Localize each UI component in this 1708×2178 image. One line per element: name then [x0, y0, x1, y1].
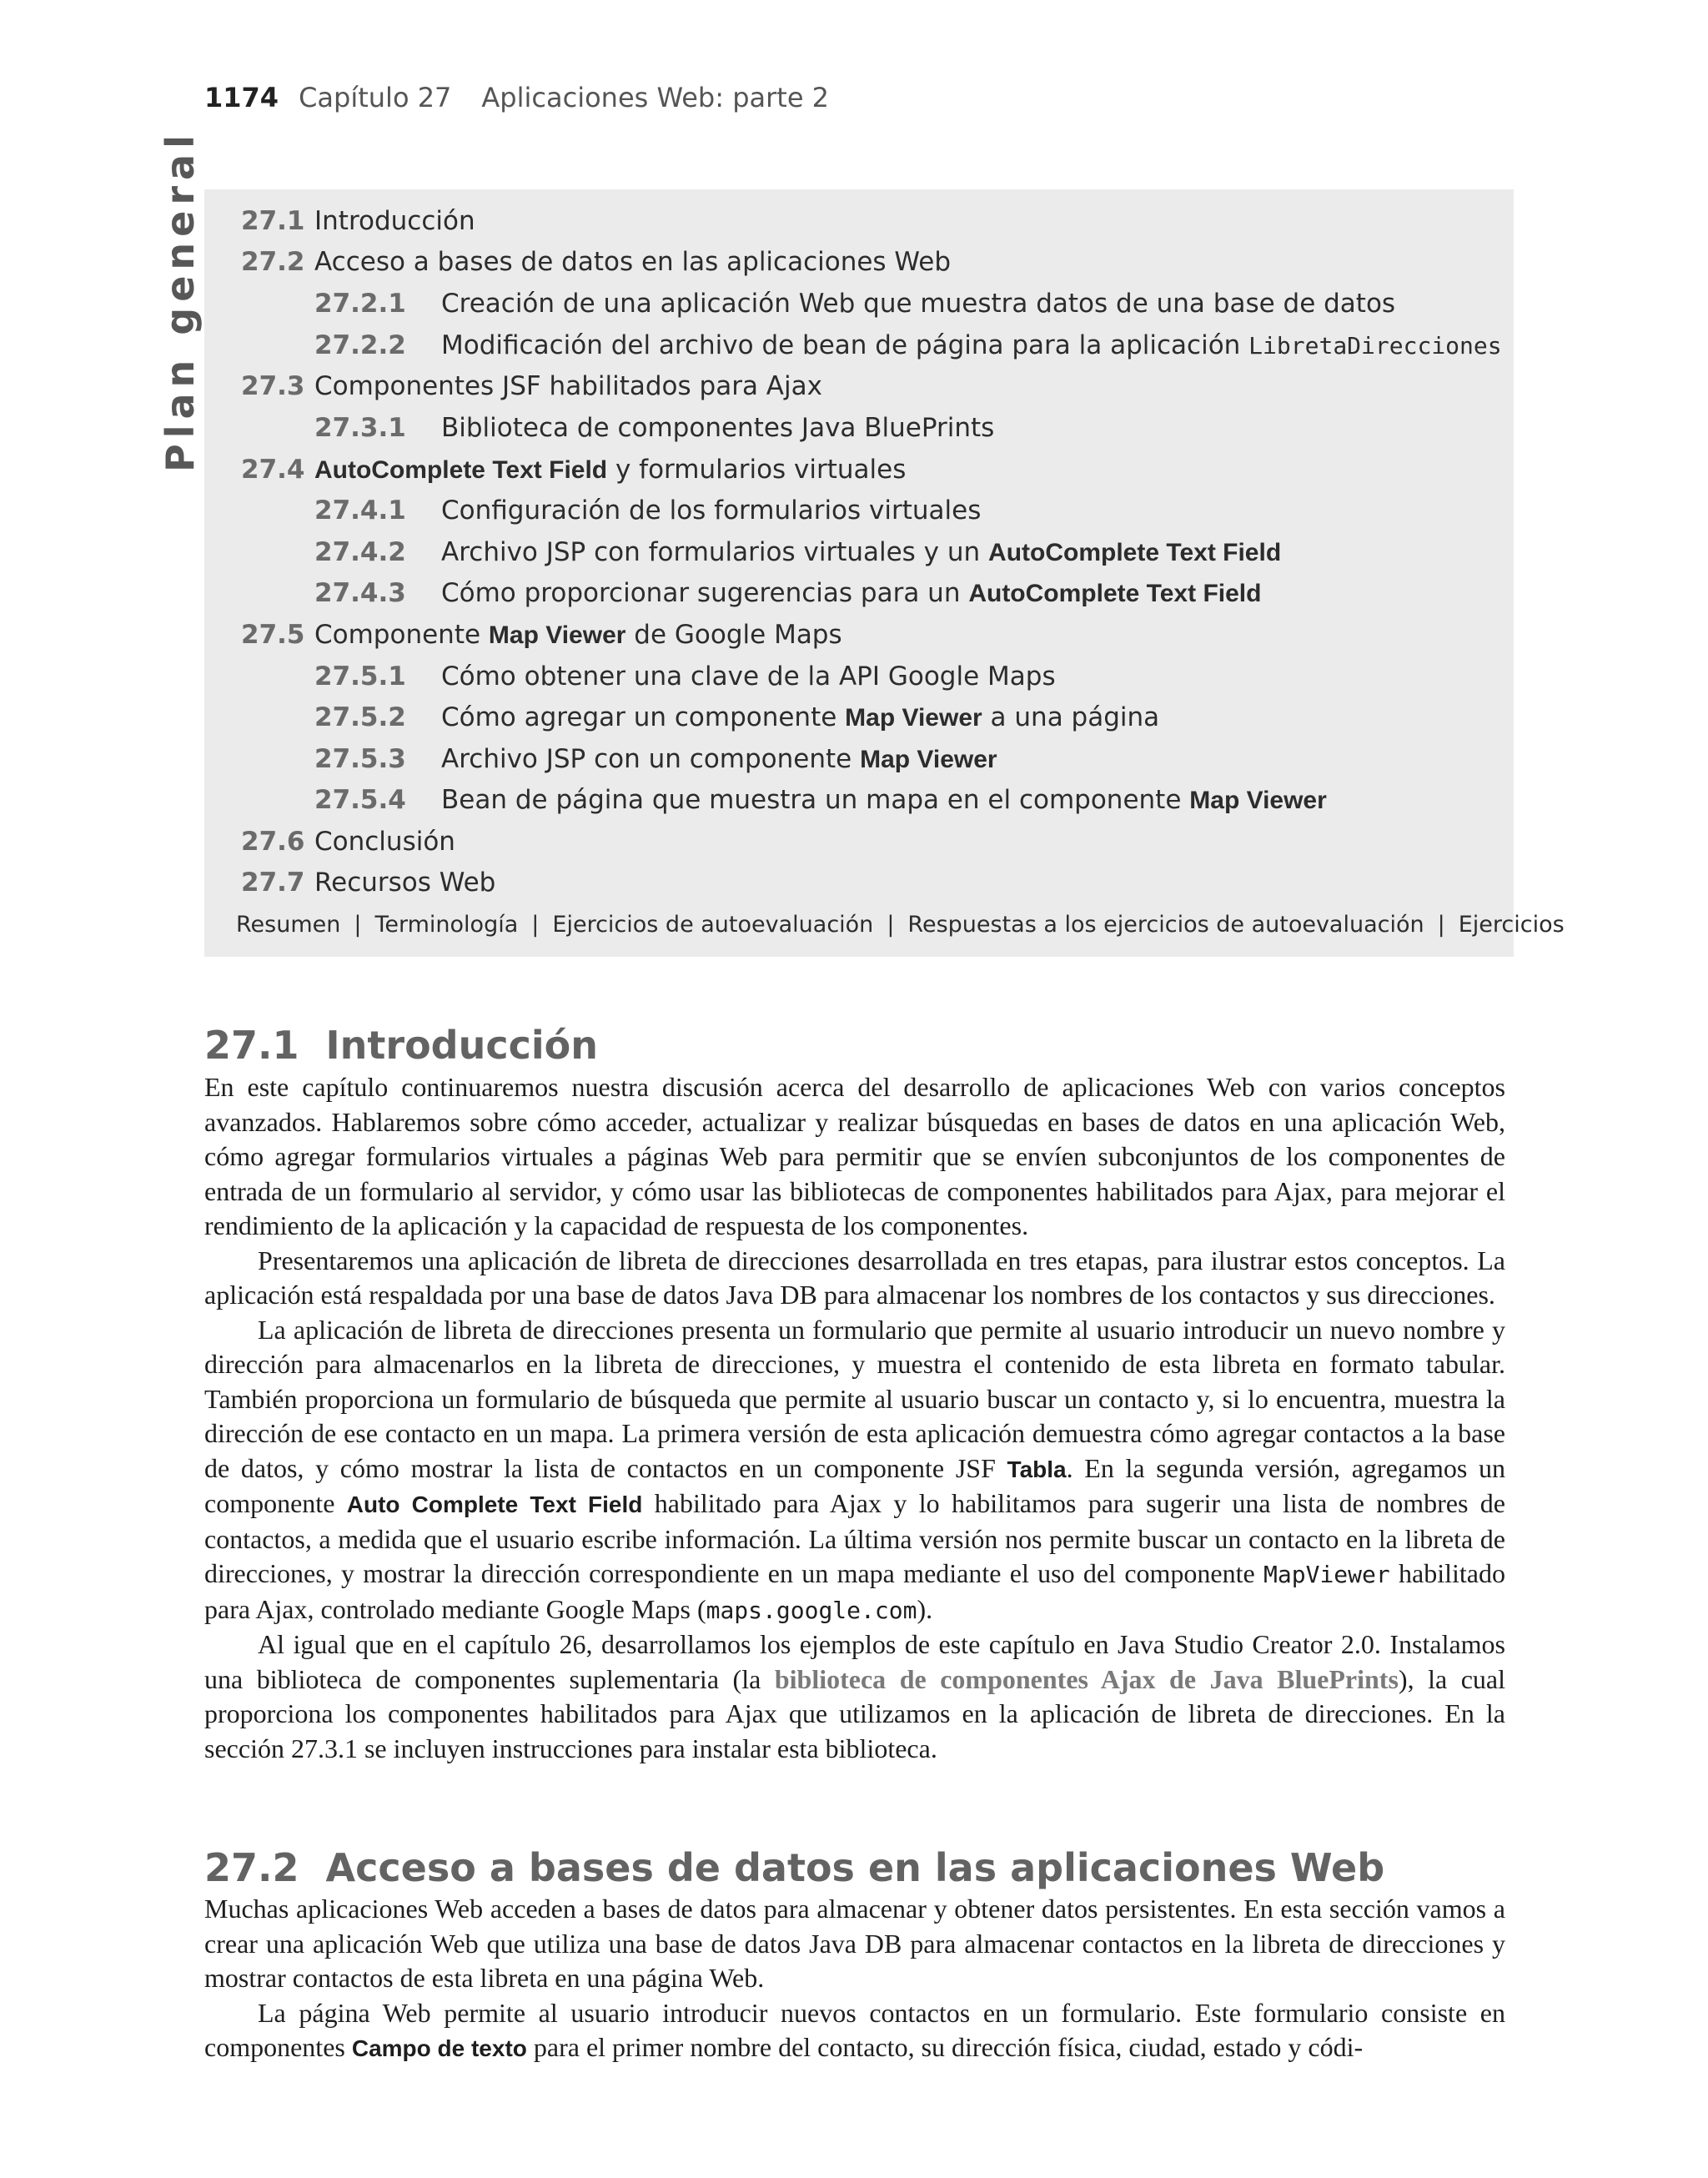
endmatter-item: Ejercicios de autoevaluación — [552, 912, 874, 938]
toc-title — [441, 326, 1502, 365]
toc-title-text: Archivo JSP con formularios virtuales y un — [441, 537, 989, 567]
chapter-label: Capítulo 27 — [299, 82, 452, 113]
toc-title — [314, 450, 906, 490]
paragraph-text: Al igual que en el capítulo 26, desarrollamos los ejemplos de este capítulo en Java Studio Creator 2.0. Instalamos una biblioteca de componentes suplementaria (la — [204, 1629, 1505, 1694]
toc-title-text: y formularios virtuales — [607, 455, 907, 485]
endmatter-item: Ejercicios — [1458, 912, 1565, 938]
paragraph: En este capítulo continuaremos nuestra discusión acerca del desarrollo de aplicaciones Web con varios conceptos avanzados. Hablaremos sobre cómo acceder, actualizar y realizar búsquedas en bases de datos en una aplicación Web, cómo agregar formularios virtuales a páginas Web para permitir que se envíen subconjuntos de los componentes de entrada de un formulario al servidor, y cómo usar las bibliotecas de componentes habilitados para Ajax, para mejorar el rendimiento de la aplicación y la capacidad de respuesta de los componentes. — [204, 1072, 1505, 1240]
toc-ui-term: AutoComplete Text Field — [968, 580, 1262, 607]
toc-number: 27.5.2 — [314, 702, 406, 732]
running-head — [204, 82, 829, 113]
toc-number: 27.5 — [241, 620, 305, 650]
toc-title — [441, 698, 1159, 737]
outline-side-label: Plan general — [158, 129, 203, 472]
toc-title-text: Bean de página que muestra un mapa en el componente — [441, 785, 1190, 815]
toc-title: Introducción — [314, 206, 475, 236]
toc-title: Recursos Web — [314, 868, 496, 898]
toc-number: 27.5.3 — [314, 744, 406, 774]
paragraph-text: habilitado para Ajax, controlado mediante Google Maps ( — [204, 1558, 1506, 1624]
toc-number: 27.6 — [241, 827, 305, 857]
toc-title: Acceso a bases de datos en las aplicaciones Web — [314, 247, 952, 277]
toc-ui-term: Map Viewer — [845, 704, 982, 732]
toc-title: Creación de una aplicación Web que muestra datos de una base de datos — [441, 289, 1396, 319]
key-term: biblioteca de componentes Ajax de Java BluePrints — [774, 1663, 1399, 1694]
toc-title-text: Cómo agregar un componente — [441, 702, 846, 732]
endmatter-separator: | — [1437, 912, 1445, 938]
code-term: MapViewer — [1263, 1561, 1390, 1588]
section-number: 27.1 — [204, 1023, 299, 1068]
toc-title-text: Componente — [314, 620, 489, 650]
toc-title — [314, 616, 842, 655]
toc-title — [441, 574, 1261, 613]
toc-ui-term: AutoComplete Text Field — [314, 456, 608, 484]
paragraph-text: ). — [917, 1593, 933, 1624]
toc-number: 27.4.1 — [314, 495, 406, 526]
section-body-27-2 — [204, 1892, 1505, 2066]
endmatter-item: Terminología — [374, 912, 519, 938]
outline-endmatter — [236, 907, 1565, 943]
endmatter-separator: | — [887, 912, 895, 938]
toc-title-text: a una página — [982, 702, 1160, 732]
paragraph: Muchas aplicaciones Web acceden a bases de datos para almacenar y obtener datos persistentes. En esta sección vamos a crear una aplicación Web que utiliza una base de datos Java DB para almacenar contactos en la libreta de direcciones y mostrar contactos de esta libreta en una página Web. — [204, 1894, 1505, 1993]
toc-number: 27.7 — [241, 868, 305, 898]
endmatter-item: Resumen — [236, 912, 341, 938]
section-title: Acceso a bases de datos en las aplicaciones Web — [325, 1845, 1385, 1890]
toc-title — [441, 740, 997, 779]
toc-number: 27.4.2 — [314, 537, 406, 567]
toc-title-text: de Google Maps — [625, 620, 842, 650]
toc-title — [441, 781, 1327, 820]
paragraph-text: La aplicación de libreta de direcciones presenta un formulario que permite al usuario introducir un nuevo nombre y dirección para almacenarlos en la libreta de direcciones, y muestra el contenido de esta libreta en formato tabular. También proporciona un formulario de búsqueda que permite al usuario buscar un contacto y, si lo encuentra, muestra la dirección de ese contacto en un mapa. La primera versión de esta aplicación demuestra cómo agregar contactos a la base de datos, y cómo mostrar la lista de contactos en un componente JSF — [204, 1314, 1505, 1483]
section-number: 27.2 — [204, 1845, 299, 1890]
toc-title: Biblioteca de componentes Java BluePrints — [441, 413, 995, 443]
toc-number: 27.3.1 — [314, 413, 406, 443]
toc-ui-term: Map Viewer — [488, 621, 626, 649]
paragraph — [204, 1627, 1505, 1766]
toc-number: 27.5.4 — [314, 785, 406, 815]
page-number: 1174 — [204, 82, 279, 113]
endmatter-separator: | — [531, 912, 540, 938]
toc-number: 27.2.2 — [314, 330, 406, 360]
toc-title: Componentes JSF habilitados para Ajax — [314, 371, 822, 401]
paragraph-text: ), la cual proporciona los componentes habilitados para Ajax que utilizamos en la aplicación de libreta de direcciones. En la sección 27.3.1 se incluyen instrucciones para instalar esta biblioteca. — [204, 1663, 1506, 1763]
toc-title-text: Archivo JSP con un componente — [441, 744, 861, 774]
toc-number: 27.2 — [241, 247, 305, 277]
code-term: maps.google.com — [706, 1596, 917, 1624]
toc-number: 27.4.3 — [314, 578, 406, 608]
ui-term: Campo de texto — [351, 2035, 527, 2061]
paragraph-text: para el primer nombre del contacto, su dirección física, ciudad, estado y códi- — [526, 2032, 1364, 2062]
toc-number: 27.2.1 — [314, 289, 406, 319]
toc-number: 27.5.1 — [314, 661, 406, 692]
toc-code-term: LibretaDirecciones — [1248, 332, 1502, 360]
toc-number: 27.1 — [241, 206, 305, 236]
ui-term: Auto Complete Text Field — [346, 1491, 643, 1517]
toc-number: 27.4 — [241, 455, 305, 485]
paragraph-text: habilitado para Ajax y lo habilitamos para sugerir una lista de nombres de contactos, a medida que el usuario escribe información. La última versión nos permite buscar un contacto en la libreta de direcciones, y mostrar la dirección correspondiente en un mapa mediante el uso del componente — [204, 1488, 1505, 1588]
section-body-27-1 — [204, 1070, 1505, 1766]
chapter-title: Aplicaciones Web: parte 2 — [481, 82, 830, 113]
endmatter-separator: | — [354, 912, 362, 938]
toc-title-text: Cómo proporcionar sugerencias para un — [441, 578, 969, 608]
paragraph: Presentaremos una aplicación de libreta de direcciones desarrollada en tres etapas, para ilustrar estos conceptos. La aplicación está respaldada por una base de datos Java DB para almacenar los nombres de los contactos y sus direcciones. — [204, 1245, 1505, 1310]
endmatter-item: Respuestas a los ejercicios de autoevaluación — [907, 912, 1424, 938]
paragraph — [204, 1996, 1505, 2066]
ui-term: Tabla — [1007, 1456, 1067, 1482]
toc-title: Cómo obtener una clave de la API Google Maps — [441, 661, 1056, 692]
toc-title: Configuración de los formularios virtuales — [441, 495, 982, 526]
paragraph-text: La página Web permite al usuario introducir nuevos contactos en un formulario. Este formulario consiste en componentes — [204, 1997, 1505, 2062]
toc-title-text: Modificación del archivo de bean de página para la aplicación — [441, 330, 1249, 360]
paragraph — [204, 1313, 1505, 1628]
section-title: Introducción — [325, 1023, 599, 1068]
toc-title: Conclusión — [314, 827, 455, 857]
section-heading-27-2 — [204, 1845, 1384, 1890]
toc-number: 27.3 — [241, 371, 305, 401]
toc-ui-term: Map Viewer — [860, 746, 997, 773]
toc-ui-term: AutoComplete Text Field — [988, 539, 1282, 566]
toc-title — [441, 533, 1281, 572]
toc-ui-term: Map Viewer — [1189, 787, 1327, 814]
section-heading-27-1 — [204, 1023, 598, 1068]
paragraph-text: . En la segunda versión, agregamos un componente — [204, 1452, 1506, 1518]
